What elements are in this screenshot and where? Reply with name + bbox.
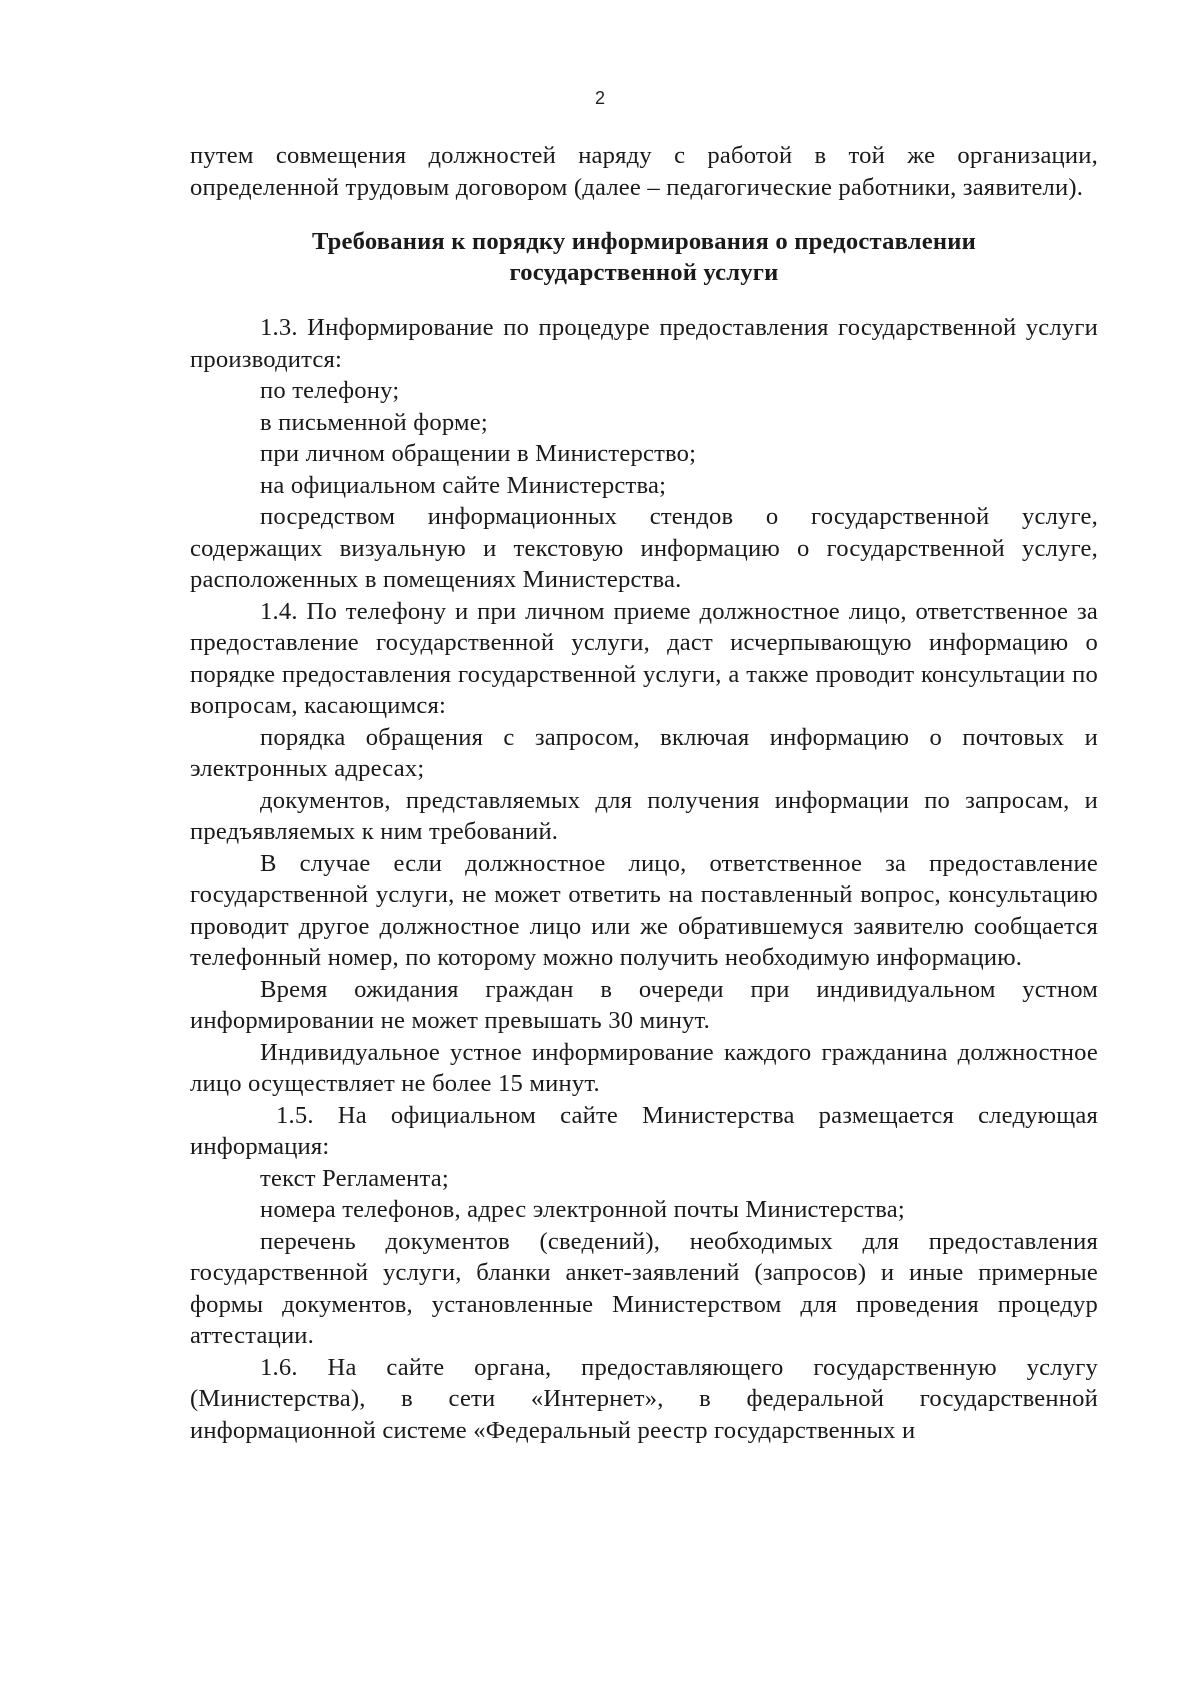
list-item-written: в письменной форме;	[260, 408, 488, 436]
list-item-phone: по телефону;	[260, 377, 400, 404]
list-item-documents: документов, представляемых для получения информации по запросам, и предъявляемых к ним требований.	[190, 786, 1098, 845]
list-item-regulation-text: текст Регламента;	[260, 1164, 449, 1192]
paragraph-1-5: 1.5. На официальном сайте Министерства размещается следующая информация:	[190, 1101, 1098, 1160]
list-item-stands: посредством информационных стендов о государственной услуге, содержащих визуальную и текстовую информацию о государственной услуге, расположенных в помещениях Министерства.	[190, 503, 1098, 593]
list-item-phones-email: номера телефонов, адрес электронной почты Министерства;	[260, 1196, 905, 1223]
list-item-request-order: порядка обращения с запросом, включая информацию о почтовых и электронных адресах;	[190, 723, 1098, 782]
document-body	[190, 140, 1098, 1446]
section-heading: Требования к порядку информирования о предоставлении государственной услуги	[312, 228, 976, 286]
page-number: 2	[594, 88, 605, 108]
list-item-documents-list: перечень документов (сведений), необходимых для предоставления государственной услуги, бланки анкет-заявлений (запросов) и иные примерные формы документов, установленные Министерством для проведения процедур аттестации.	[190, 1227, 1098, 1349]
list-item-website: на официальном сайте Министерства;	[260, 471, 667, 499]
paragraph-1-4: 1.4. По телефону и при личном приеме должностное лицо, ответственное за предоставление государственной услуги, даст исчерпывающую информацию о порядке предоставления государственной услуги, а также проводит консультации по вопросам, касающимся:	[190, 597, 1098, 719]
paragraph-1-6: 1.6. На сайте органа, предоставляющего государственную услугу (Министерства), в сети «Интернет», в федеральной государственной информационной системе «Федеральный реестр государственных и	[190, 1353, 1098, 1444]
paragraph-1-3: 1.3. Информирование по процедуре предоставления государственной услуги производится:	[190, 314, 1098, 373]
paragraph-waiting-time: Время ожидания граждан в очереди при индивидуальном устном информировании не может превышать 30 минут.	[190, 975, 1098, 1034]
paragraph-individual-info: Индивидуальное устное информирование каждого гражданина должностное лицо осуществляет не более 15 минут.	[190, 1038, 1098, 1097]
list-item-personal: при личном обращении в Министерство;	[260, 440, 697, 467]
paragraph-other-official: В случае если должностное лицо, ответственное за предоставление государственной услуги, не может ответить на поставленный вопрос, консультацию проводит другое должностное лицо или же обратившемуся заявителю сообщается телефонный номер, по которому можно получить необходимую информацию.	[190, 849, 1098, 971]
paragraph-continuation: путем совмещения должностей наряду с работой в той же организации, определенной трудовым договором (далее – педагогические работники, заявители).	[190, 142, 1098, 201]
